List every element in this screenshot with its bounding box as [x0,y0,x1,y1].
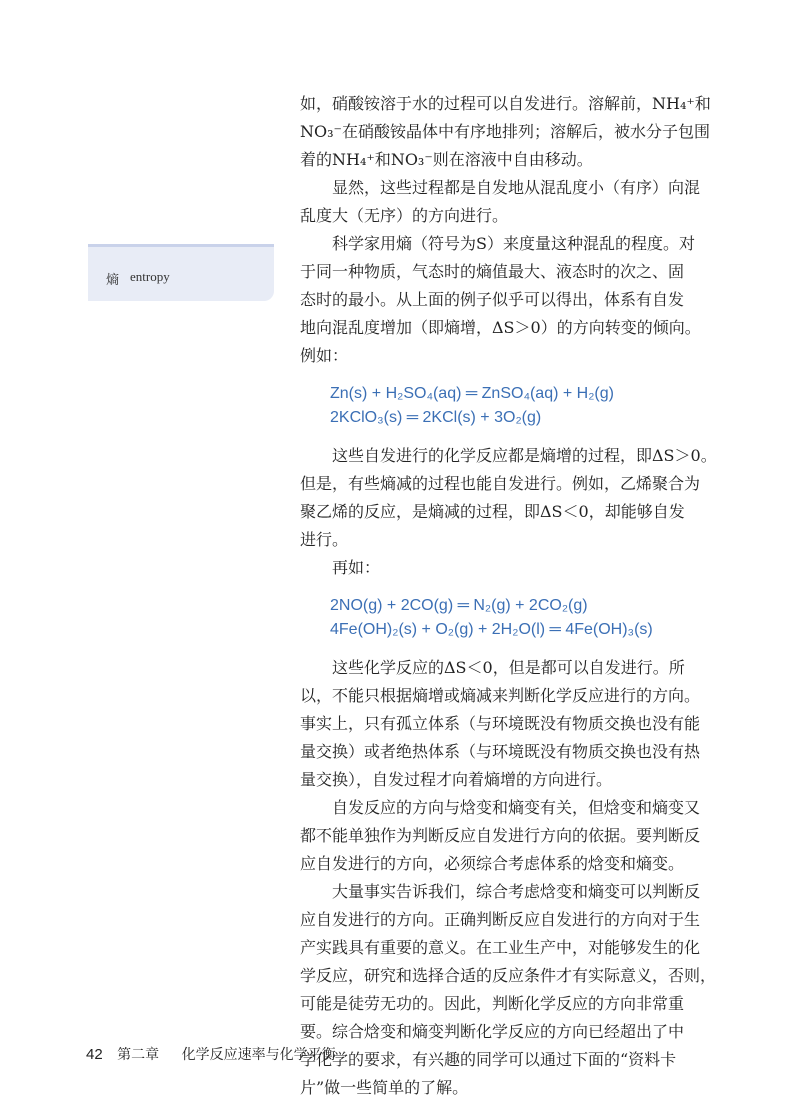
text-line: 要。综合焓变和熵变判断化学反应的方向已经超出了中 [300,1022,685,1041]
chemical-equation: 2NO(g) + 2CO(g) ═ N₂(g) + 2CO₂(g) [330,597,588,614]
paragraph-3 [300,230,712,370]
text-line: 学反应，研究和选择合适的反应条件才有实际意义，否则， [300,966,717,985]
text-line: 产实践具有重要的意义。在工业生产中，对能够发生的化 [300,938,701,957]
text-line: 于同一种物质，气态时的熵值最大、液态时的次之、固 [300,262,685,281]
text-line: 科学家用熵（符号为S）来度量这种混乱的程度。对 [332,234,695,253]
chemical-equation: Zn(s) + H₂SO₄(aq) ═ ZnSO₄(aq) + H₂(g) [330,385,614,402]
chemical-equation: 2KClO₃(s) ═ 2KCl(s) + 3O₂(g) [330,409,542,426]
paragraph-8 [300,878,717,1102]
glossary-sidenote [88,244,274,301]
paragraph-5 [300,554,712,582]
text-line: 但是，有些熵减的过程也能自发进行。例如，乙烯聚合为 [300,474,701,493]
text-line: 进行。 [300,530,349,549]
text-line: 再如： [332,558,381,577]
text-line: 这些自发进行的化学反应都是熵增的过程，即ΔS＞0。 [332,446,717,465]
text-line: 聚乙烯的反应，是熵减的过程，即ΔS＜0，却能够自发 [300,502,685,521]
text-line: 以，不能只根据熵增或熵减来判断化学反应进行的方向。 [300,686,701,705]
text-line: 应自发进行的方向，必须综合考虑体系的焓变和熵变。 [300,854,685,873]
text-line: 量交换），自发过程才向着熵增的方向进行。 [300,770,613,789]
text-line: 自发反应的方向与焓变和熵变有关，但焓变和熵变又 [332,798,701,817]
equation-block-1 [330,382,712,430]
paragraph-7 [300,794,712,878]
page-footer [86,1044,336,1064]
text-line: 量交换）或者绝热体系（与环境既没有物质交换也没有热 [300,742,701,761]
equation-block-2 [330,594,712,642]
text-line: 例如： [300,346,349,365]
text-line: 显然，这些过程都是自发地从混乱度小（有序）向混 [332,178,701,197]
text-line: 都不能单独作为判断反应自发进行方向的依据。要判断反 [300,826,701,845]
text-line: NO₃⁻在硝酸铵晶体中有序地排列；溶解后，被水分子包围 [300,122,710,141]
text-line: 可能是徒劳无功的。因此，判断化学反应的方向非常重 [300,994,685,1013]
text-line: 大量事实告诉我们，综合考虑焓变和熵变可以判断反 [332,882,701,901]
paragraph-1 [300,90,712,174]
text-line: 着的NH₄⁺和NO₃⁻则在溶液中自由移动。 [300,150,593,169]
text-line: 片”做一些简单的了解。 [300,1078,469,1097]
main-text [300,90,717,1102]
text-line: 这些化学反应的ΔS＜0，但是都可以自发进行。所 [332,658,685,677]
text-line: 事实上，只有孤立体系（与环境既没有物质交换也没有能 [300,714,701,733]
glossary-term: 熵 [106,273,120,288]
text-line: 应自发进行的方向。正确判断反应自发进行的方向对于生 [300,910,701,929]
chapter-label: 第二章 [117,1047,160,1063]
text-line: 乱度大（无序）的方向进行。 [300,206,509,225]
text-line: 态时的最小。从上面的例子似乎可以得出，体系有自发 [300,290,685,309]
text-line: 地向混乱度增加（即熵增，ΔS＞0）的方向转变的倾向。 [300,318,701,337]
page-number: 42 [86,1046,103,1063]
chapter-title: 化学反应速率与化学平衡 [181,1047,336,1063]
text-line: 如，硝酸铵溶于水的过程可以自发进行。溶解前，NH₄⁺和 [300,94,711,113]
glossary-english: entropy [130,269,170,284]
chemical-equation: 4Fe(OH)₂(s) + O₂(g) + 2H₂O(l) ═ 4Fe(OH)₃(s) [330,621,653,638]
paragraph-4 [300,442,717,554]
paragraph-2 [300,174,712,230]
text-line: 学化学的要求，有兴趣的同学可以通过下面的“资料卡 [300,1050,677,1069]
paragraph-6 [300,654,712,794]
